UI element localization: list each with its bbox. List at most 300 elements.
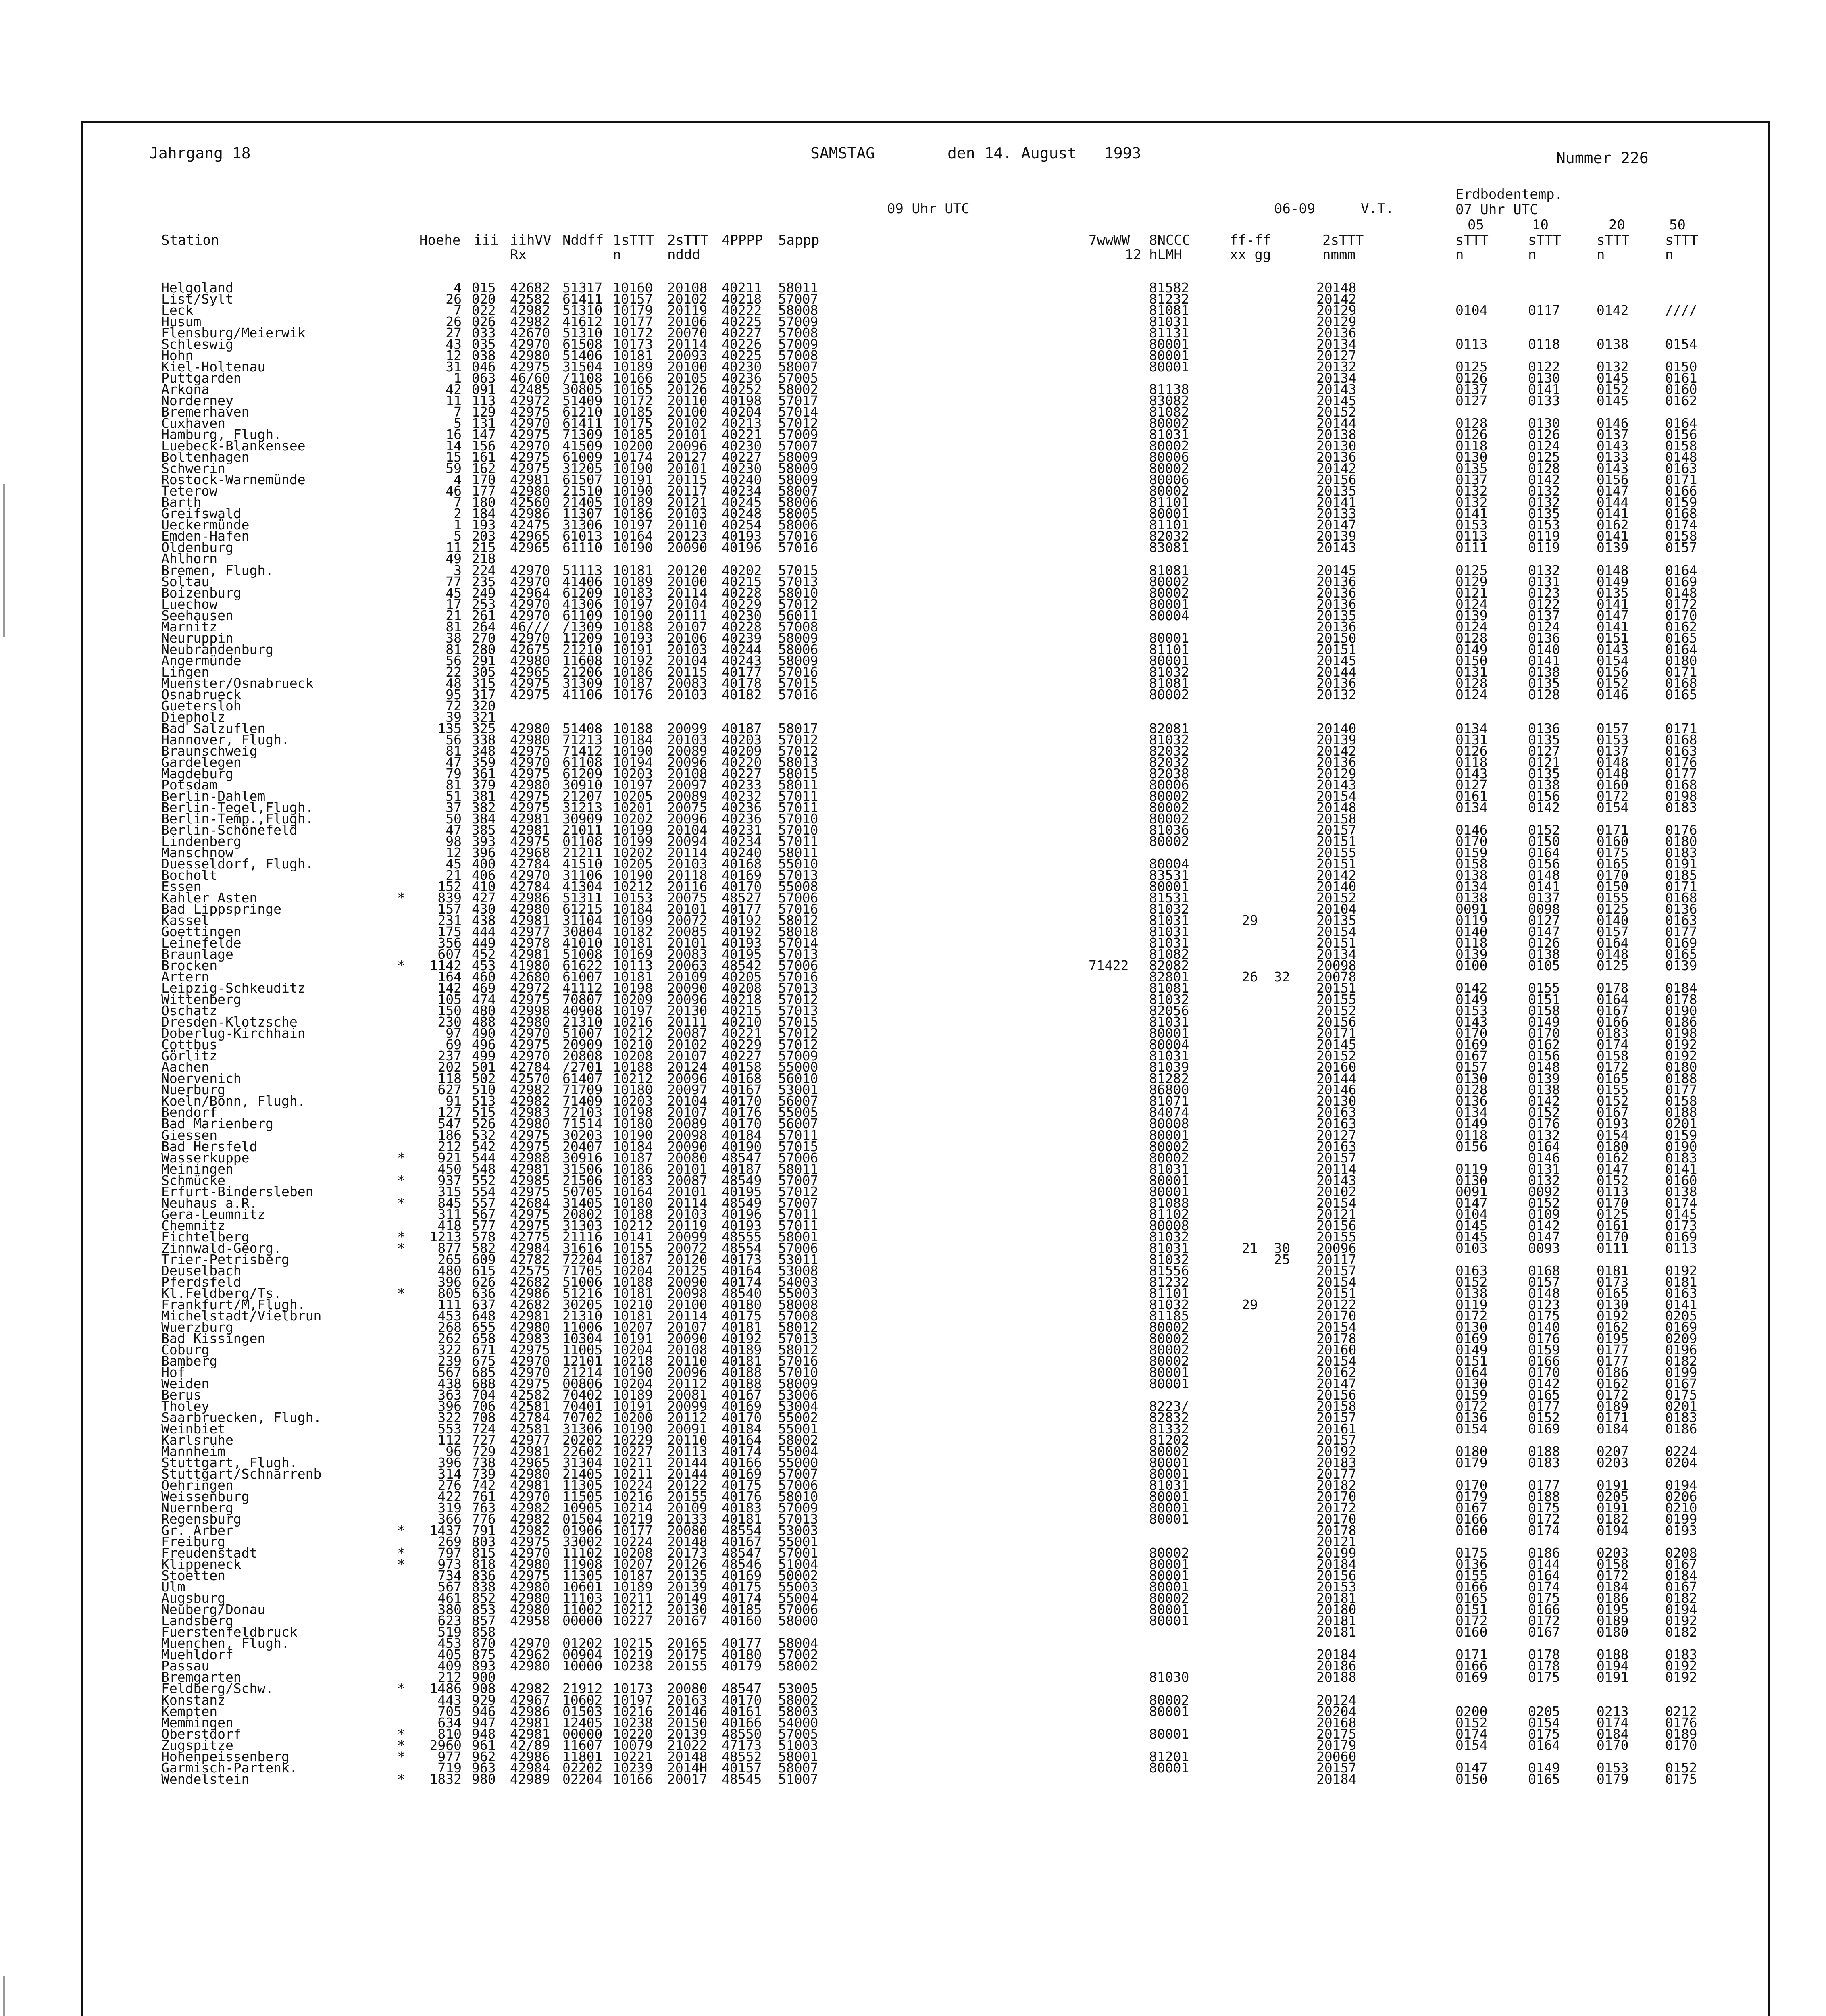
cell-nccc: 81138 — [1149, 381, 1189, 398]
cell-pppp: 40188 — [722, 1375, 762, 1391]
table-row — [0, 686, 1826, 702]
cell-vt: 20143 — [1316, 1172, 1357, 1188]
cell-appp: 53011 — [778, 1251, 818, 1267]
cell-soil20: 0182 — [1597, 1511, 1629, 1527]
cell-soil05: 0159 — [1455, 845, 1488, 860]
cell-soil05: 0126 — [1455, 743, 1488, 759]
cell-hoehe: 2 — [454, 506, 462, 522]
cell-s1ttt: 10212 — [613, 1070, 653, 1087]
cell-nddff: 61109 — [562, 607, 603, 623]
cell-nccc: 81032 — [1149, 731, 1189, 748]
cell-iii: 469 — [472, 980, 496, 996]
cell-s2ttt: 20116 — [667, 879, 708, 895]
cell-nccc: 81081 — [1149, 302, 1189, 319]
cell-soil05: 0131 — [1455, 731, 1488, 748]
cell-nddff: 11908 — [562, 1556, 603, 1572]
cell-hoehe: 322 — [437, 1410, 462, 1425]
cell-s2ttt: 20100 — [667, 404, 708, 420]
cell-s1ttt: 10185 — [613, 404, 653, 420]
cell-iii: 224 — [472, 562, 496, 578]
cell-iii: 184 — [472, 506, 496, 522]
cell-s1ttt: 10200 — [613, 438, 653, 454]
cell-s1ttt: 10172 — [613, 325, 653, 341]
cell-station: Berlin-Dahlem — [161, 788, 266, 804]
cell-soil05: 0126 — [1455, 370, 1488, 386]
cell-nddff: 31616 — [562, 1240, 603, 1256]
cell-iihvv: 42970 — [510, 562, 550, 578]
cell-pppp: 40179 — [722, 1658, 762, 1674]
cell-nccc: 80001 — [1149, 596, 1189, 612]
cell-station: Kiel-Holtenau — [161, 359, 266, 375]
cell-station: Kahler Asten — [161, 890, 258, 906]
cell-pppp: 40175 — [722, 1308, 762, 1324]
cell-iihvv: 42970 — [510, 607, 550, 623]
cell-appp: 57013 — [778, 1511, 818, 1527]
table-row — [0, 1522, 1826, 1539]
cell-nccc: 80001 — [1149, 652, 1189, 669]
cell-appp: 57013 — [778, 980, 818, 996]
cell-hoehe: 105 — [437, 991, 462, 1008]
cell-nddff: /2701 — [562, 1059, 603, 1075]
cell-station: Nuerburg — [161, 1082, 225, 1098]
cell-hoehe: 567 — [437, 1364, 462, 1380]
cell-iihvv: 42784 — [510, 1059, 550, 1075]
cell-soil05: 0151 — [1455, 1353, 1488, 1369]
cell-hoehe: 1 — [454, 370, 462, 386]
cell-soil10: 0128 — [1528, 460, 1560, 477]
cell-nccc: 82032 — [1149, 528, 1189, 544]
cell-vt: 20152 — [1316, 890, 1357, 906]
cell-nddff: 10602 — [562, 1692, 603, 1708]
cell-vt: 20127 — [1316, 1127, 1357, 1143]
cell-iii: 929 — [472, 1692, 496, 1708]
cell-soil50: 0159 — [1665, 1127, 1697, 1143]
cell-appp: 57006 — [778, 958, 818, 974]
cell-iihvv: 42986 — [510, 506, 550, 522]
cell-appp: 58012 — [778, 912, 818, 929]
cell-pppp: 40248 — [722, 506, 762, 522]
cell-soil20: 0192 — [1597, 1308, 1629, 1324]
cell-nddff: 21214 — [562, 1364, 603, 1380]
cell-s2ttt: 20103 — [667, 686, 708, 702]
cell-pppp: 40233 — [722, 777, 762, 793]
cell-soil20: 0170 — [1597, 1195, 1629, 1211]
cell-appp: 57011 — [778, 799, 818, 815]
cell-station: Osnabrueck — [161, 686, 242, 702]
cell-soil05: 0138 — [1455, 867, 1488, 883]
cell-vt: 20151 — [1316, 980, 1357, 996]
cell-soil05: 0136 — [1455, 1556, 1488, 1572]
cell-hoehe: 81 — [446, 619, 462, 635]
cell-s2ttt: 20112 — [667, 1375, 708, 1391]
cell-nddff: 20909 — [562, 1037, 603, 1053]
cell-iihvv: 42970 — [510, 754, 550, 770]
cell-station: Landsberg — [161, 1613, 233, 1629]
cell-vt: 20102 — [1316, 1183, 1357, 1200]
cell-iii: 430 — [472, 901, 496, 917]
cell-nddff: 01906 — [562, 1522, 603, 1539]
cell-pppp: 40188 — [722, 1364, 762, 1380]
cell-iii: 480 — [472, 1003, 496, 1019]
soil-n-header: n — [1665, 247, 1674, 263]
cell-pppp: 48540 — [722, 1285, 762, 1301]
cell-soil10: 0150 — [1528, 833, 1560, 849]
cell-appp: 58007 — [778, 359, 818, 375]
cell-soil50: 0188 — [1665, 1070, 1697, 1087]
issue-number: Nummer 226 — [1556, 149, 1649, 167]
cell-iii: 980 — [472, 1771, 496, 1787]
cell-s2ttt: 20089 — [667, 743, 708, 759]
cell-nccc: 80002 — [1149, 573, 1189, 589]
cell-soil50: 0168 — [1665, 731, 1697, 748]
cell-station: Muenchen, Flugh. — [161, 1635, 289, 1652]
cell-vt: 20152 — [1316, 1003, 1357, 1019]
cell-station: Stuttgart/Schnarrenb — [161, 1466, 322, 1482]
cell-soil50: 0186 — [1665, 1014, 1697, 1030]
cell-nddff: 61507 — [562, 472, 603, 488]
cell-pppp: 40195 — [722, 946, 762, 962]
nccc-header: 8NCCC — [1149, 232, 1191, 248]
cell-vt: 20157 — [1316, 1760, 1357, 1776]
cell-soil50: 0175 — [1665, 1771, 1697, 1787]
cell-soil10: 0186 — [1528, 1545, 1560, 1561]
cell-appp: 57007 — [778, 291, 818, 307]
cell-s1ttt: 10211 — [613, 1455, 653, 1471]
cell-nddff: 51006 — [562, 1274, 603, 1290]
cell-soil20: 0141 — [1597, 596, 1629, 612]
cell-iihvv: 42975 — [510, 1534, 550, 1550]
cell-s1ttt: 10212 — [613, 879, 653, 895]
cell-soil20: 0167 — [1597, 1104, 1629, 1120]
cell-soil10: 0148 — [1528, 867, 1560, 883]
cell-hoehe: 396 — [437, 1398, 462, 1414]
cell-iii: 396 — [472, 845, 496, 860]
cell-pppp: 40192 — [722, 1330, 762, 1346]
wwww-header: 7wwWW — [1089, 232, 1130, 248]
cell-soil05: 0118 — [1455, 935, 1488, 951]
cell-appp: 57008 — [778, 619, 818, 635]
cell-nddff: 02202 — [562, 1760, 603, 1776]
cell-nccc: 80001 — [1149, 1025, 1189, 1041]
cell-s1ttt: 10188 — [613, 1206, 653, 1222]
cell-soil20: 0165 — [1597, 1285, 1629, 1301]
cell-hoehe: 453 — [437, 1308, 462, 1324]
cell-station: Husum — [161, 314, 202, 330]
cell-iii: 474 — [472, 991, 496, 1008]
cell-soil20: 0178 — [1597, 980, 1629, 996]
cell-nddff: 71709 — [562, 1082, 603, 1098]
cell-soil05: 0163 — [1455, 1262, 1488, 1279]
cell-iihvv: 42560 — [510, 494, 550, 510]
cell-soil10: 0164 — [1528, 1568, 1560, 1584]
cell-appp: 57009 — [778, 336, 818, 352]
cell-nddff: 10000 — [562, 1658, 603, 1674]
cell-vt: 20132 — [1316, 686, 1357, 702]
cell-soil20: 0157 — [1597, 720, 1629, 736]
cell-pppp: 40174 — [722, 1443, 762, 1460]
cell-hoehe: 845 — [437, 1195, 462, 1211]
cell-soil20: 0207 — [1597, 1443, 1629, 1460]
cell-hoehe: 49 — [446, 551, 462, 567]
cell-soil10: 0152 — [1528, 1195, 1560, 1211]
cell-appp: 57011 — [778, 788, 818, 804]
cell-iii: 496 — [472, 1037, 496, 1053]
cell-s2ttt: 20150 — [667, 1714, 708, 1731]
cell-soil20: 0155 — [1597, 1082, 1629, 1098]
cell-s1ttt: 10166 — [613, 1771, 653, 1787]
cell-appp: 57012 — [778, 415, 818, 431]
cell-s2ttt: 20126 — [667, 381, 708, 398]
cell-station: Neubrandenburg — [161, 641, 274, 657]
cell-iii: 410 — [472, 879, 496, 895]
cell-iihvv: 42980 — [510, 1466, 550, 1482]
cell-nccc: 81036 — [1149, 822, 1189, 838]
cell-iii: 161 — [472, 449, 496, 465]
cell-nddff: 01108 — [562, 833, 603, 849]
cell-soil50: 0167 — [1665, 1579, 1697, 1595]
cell-station: Hamburg, Flugh. — [161, 427, 282, 443]
cell-hoehe: 111 — [437, 1296, 462, 1312]
cell-hoehe: 42 — [446, 381, 462, 398]
cell-iihvv: 42975 — [510, 799, 550, 815]
cell-nddff: 20802 — [562, 1206, 603, 1222]
cell-nccc: 81131 — [1149, 325, 1189, 341]
cell-station: Oehringen — [161, 1477, 233, 1493]
cell-soil50: 0201 — [1665, 1116, 1697, 1132]
cell-iii: 836 — [472, 1568, 496, 1584]
cell-station: Schleswig — [161, 336, 233, 352]
cell-soil10: 0178 — [1528, 1658, 1560, 1674]
cell-iii: 708 — [472, 1410, 496, 1425]
cell-iihvv: 42970 — [510, 630, 550, 646]
cell-vt: 20148 — [1316, 280, 1357, 296]
cell-iii: 946 — [472, 1703, 496, 1719]
cell-station: Lindenberg — [161, 833, 242, 849]
cell-iii: 249 — [472, 585, 496, 601]
cell-soil10: 0131 — [1528, 573, 1560, 589]
cell-iihvv: 42975 — [510, 1568, 550, 1584]
cell-nccc: 81531 — [1149, 890, 1189, 906]
cell-marker: * — [397, 1195, 405, 1211]
period-label: 06-09 — [1274, 201, 1316, 217]
cell-s1ttt: 10189 — [613, 1387, 653, 1403]
cell-appp: 58002 — [778, 1658, 818, 1674]
cell-nccc: 80001 — [1149, 879, 1189, 895]
cell-pppp: 40176 — [722, 1489, 762, 1505]
cell-soil10: 0175 — [1528, 1726, 1560, 1742]
cell-pppp: 40231 — [722, 822, 762, 838]
cell-hoehe: 237 — [437, 1048, 462, 1064]
cell-nddff: 21405 — [562, 494, 603, 510]
ww12-header: 12 — [1125, 247, 1141, 263]
cell-iihvv: 42981 — [510, 912, 550, 929]
cell-hoehe: 5 — [454, 415, 462, 431]
cell-pppp: 40230 — [722, 607, 762, 623]
cell-soil10: 0144 — [1528, 1556, 1560, 1572]
cell-vt: 20124 — [1316, 1692, 1357, 1708]
cell-soil05: 0170 — [1455, 1477, 1488, 1493]
cell-iii: 852 — [472, 1590, 496, 1606]
cell-s1ttt: 10190 — [613, 1364, 653, 1380]
cell-station: Bremen, Flugh. — [161, 562, 274, 578]
cell-nddff: 61009 — [562, 449, 603, 465]
cell-soil05: 0155 — [1455, 1568, 1488, 1584]
cell-appp: 57013 — [778, 946, 818, 962]
cell-s1ttt: 10203 — [613, 765, 653, 781]
cell-soil50: 0182 — [1665, 1353, 1697, 1369]
cell-soil20: 0172 — [1597, 1568, 1629, 1584]
cell-soil50: 0180 — [1665, 652, 1697, 669]
cell-hoehe: 1832 — [429, 1771, 462, 1787]
cell-soil10: 0166 — [1528, 1353, 1560, 1369]
cell-appp: 55003 — [778, 1285, 818, 1301]
vt-s2ttt-header: 2sTTT — [1322, 232, 1364, 248]
cell-soil05: 0091 — [1455, 901, 1488, 917]
cell-iii: 131 — [472, 415, 496, 431]
cell-iii: 129 — [472, 404, 496, 420]
cell-station: Giessen — [161, 1127, 218, 1143]
cell-pppp: 40161 — [722, 1703, 762, 1719]
cell-soil05: 0142 — [1455, 980, 1488, 996]
cell-station: Wittenberg — [161, 991, 242, 1008]
cell-s1ttt: 10190 — [613, 1127, 653, 1143]
cell-iii: 908 — [472, 1681, 496, 1697]
cell-iii: 729 — [472, 1443, 496, 1460]
cell-soil05: 0128 — [1455, 630, 1488, 646]
cell-soil05: 0150 — [1455, 652, 1488, 669]
cell-iii: 815 — [472, 1545, 496, 1561]
cell-nddff: 70402 — [562, 1387, 603, 1403]
cell-s1ttt: 10173 — [613, 336, 653, 352]
cell-s2ttt: 20101 — [667, 1161, 708, 1177]
cell-pppp: 40190 — [722, 1138, 762, 1154]
cell-iii: 444 — [472, 924, 496, 940]
cell-soil05: 0118 — [1455, 754, 1488, 770]
cell-hoehe: 380 — [437, 1602, 462, 1618]
cell-appp: 57011 — [778, 1217, 818, 1233]
cell-iii: 658 — [472, 1330, 496, 1346]
cell-pppp: 40218 — [722, 991, 762, 1008]
cell-nddff: 70401 — [562, 1398, 603, 1414]
cell-soil20: 0172 — [1597, 1387, 1629, 1403]
cell-soil20: 0193 — [1597, 1116, 1629, 1132]
cell-iihvv: 42975 — [510, 686, 550, 702]
cell-nddff: 21211 — [562, 845, 603, 860]
cell-appp: 57002 — [778, 1647, 818, 1663]
cell-iihvv: 42983 — [510, 1330, 550, 1346]
cell-s1ttt: 10181 — [613, 1285, 653, 1301]
cell-appp: 57006 — [778, 1150, 818, 1166]
cell-appp: 57016 — [778, 1353, 818, 1369]
cell-station: Tholey — [161, 1398, 210, 1414]
cell-station: Bad Lippspringe — [161, 901, 282, 917]
cell-pppp: 40236 — [722, 370, 762, 386]
cell-vt: 20156 — [1316, 472, 1357, 488]
cell-appp: 57009 — [778, 427, 818, 443]
cell-hoehe: 443 — [437, 1692, 462, 1708]
cell-hoehe: 363 — [437, 1387, 462, 1403]
cell-vt: 20161 — [1316, 1421, 1357, 1437]
cell-s2ttt: 20102 — [667, 415, 708, 431]
cell-appp: 51004 — [778, 1556, 818, 1572]
cell-pppp: 40209 — [722, 743, 762, 759]
cell-soil20: 0161 — [1597, 1217, 1629, 1233]
cell-pppp: 40222 — [722, 302, 762, 319]
cell-s1ttt: 10216 — [613, 1014, 653, 1030]
cell-hoehe: 453 — [437, 1635, 462, 1652]
cell-appp: 58009 — [778, 460, 818, 477]
table-row — [0, 302, 1826, 319]
cell-hoehe: 438 — [437, 1375, 462, 1391]
cell-iii: 193 — [472, 517, 496, 533]
cell-hoehe: 26 — [446, 291, 462, 307]
cell-hoehe: 921 — [437, 1150, 462, 1166]
soil-n-header: n — [1528, 247, 1537, 263]
cell-soil10: 0165 — [1528, 1771, 1560, 1787]
cell-hoehe: 1 — [454, 517, 462, 533]
cell-s1ttt: 10215 — [613, 1635, 653, 1652]
cell-station: Ueckermünde — [161, 517, 250, 533]
cell-s2ttt: 20120 — [667, 562, 708, 578]
cell-nddff: 51008 — [562, 946, 603, 962]
cell-appp: 57014 — [778, 404, 818, 420]
cell-soil10: 0138 — [1528, 946, 1560, 962]
cell-hoehe: 356 — [437, 935, 462, 951]
cell-soil10: 0148 — [1528, 1059, 1560, 1075]
cell-appp: 57015 — [778, 1138, 818, 1154]
cell-vt: 20183 — [1316, 1455, 1357, 1471]
cell-s1ttt: 10157 — [613, 291, 653, 307]
cell-pppp: 40196 — [722, 539, 762, 556]
cell-iii: 637 — [472, 1296, 496, 1312]
cell-iihvv: 42485 — [510, 381, 550, 398]
cell-soil10: 0093 — [1528, 1240, 1560, 1256]
cell-nddff: 41106 — [562, 686, 603, 702]
cell-pppp: 40252 — [722, 381, 762, 398]
cell-soil20: 0148 — [1597, 754, 1629, 770]
cell-iii: 261 — [472, 607, 496, 623]
cell-soil10: 0158 — [1528, 1003, 1560, 1019]
cell-vt: 20139 — [1316, 528, 1357, 544]
cell-hoehe: 91 — [446, 1093, 462, 1109]
cell-soil05: 0137 — [1455, 381, 1488, 398]
cell-iihvv: 42968 — [510, 845, 550, 860]
soil-sttt-header: sTTT — [1455, 232, 1489, 248]
cell-soil50: 0208 — [1665, 1545, 1697, 1561]
cell-marker: * — [397, 1240, 405, 1256]
cell-soil10: 0183 — [1528, 1455, 1560, 1471]
cell-s2ttt: 20097 — [667, 1082, 708, 1098]
cell-station: Lingen — [161, 664, 210, 680]
cell-soil10: 0164 — [1528, 1737, 1560, 1753]
cell-soil50: 0180 — [1665, 1059, 1697, 1075]
cell-nddff: 11102 — [562, 1545, 603, 1561]
cell-soil05: 0167 — [1455, 1048, 1488, 1064]
cell-s1ttt: 10190 — [613, 1421, 653, 1437]
cell-hoehe: 12 — [446, 348, 462, 364]
cell-iihvv: 42981 — [510, 1308, 550, 1324]
cell-nccc: 80002 — [1149, 1590, 1189, 1606]
cell-nddff: 11209 — [562, 630, 603, 646]
cell-iihvv: 42982 — [510, 1511, 550, 1527]
cell-appp: 51003 — [778, 1737, 818, 1753]
cell-iihvv: 42975 — [510, 1341, 550, 1358]
cell-soil10: 0164 — [1528, 1138, 1560, 1154]
cell-soil50: 0148 — [1665, 585, 1697, 601]
cell-soil20: 0191 — [1597, 1669, 1629, 1685]
cell-hoehe: 12 — [446, 845, 462, 860]
cell-nddff: 02204 — [562, 1771, 603, 1787]
